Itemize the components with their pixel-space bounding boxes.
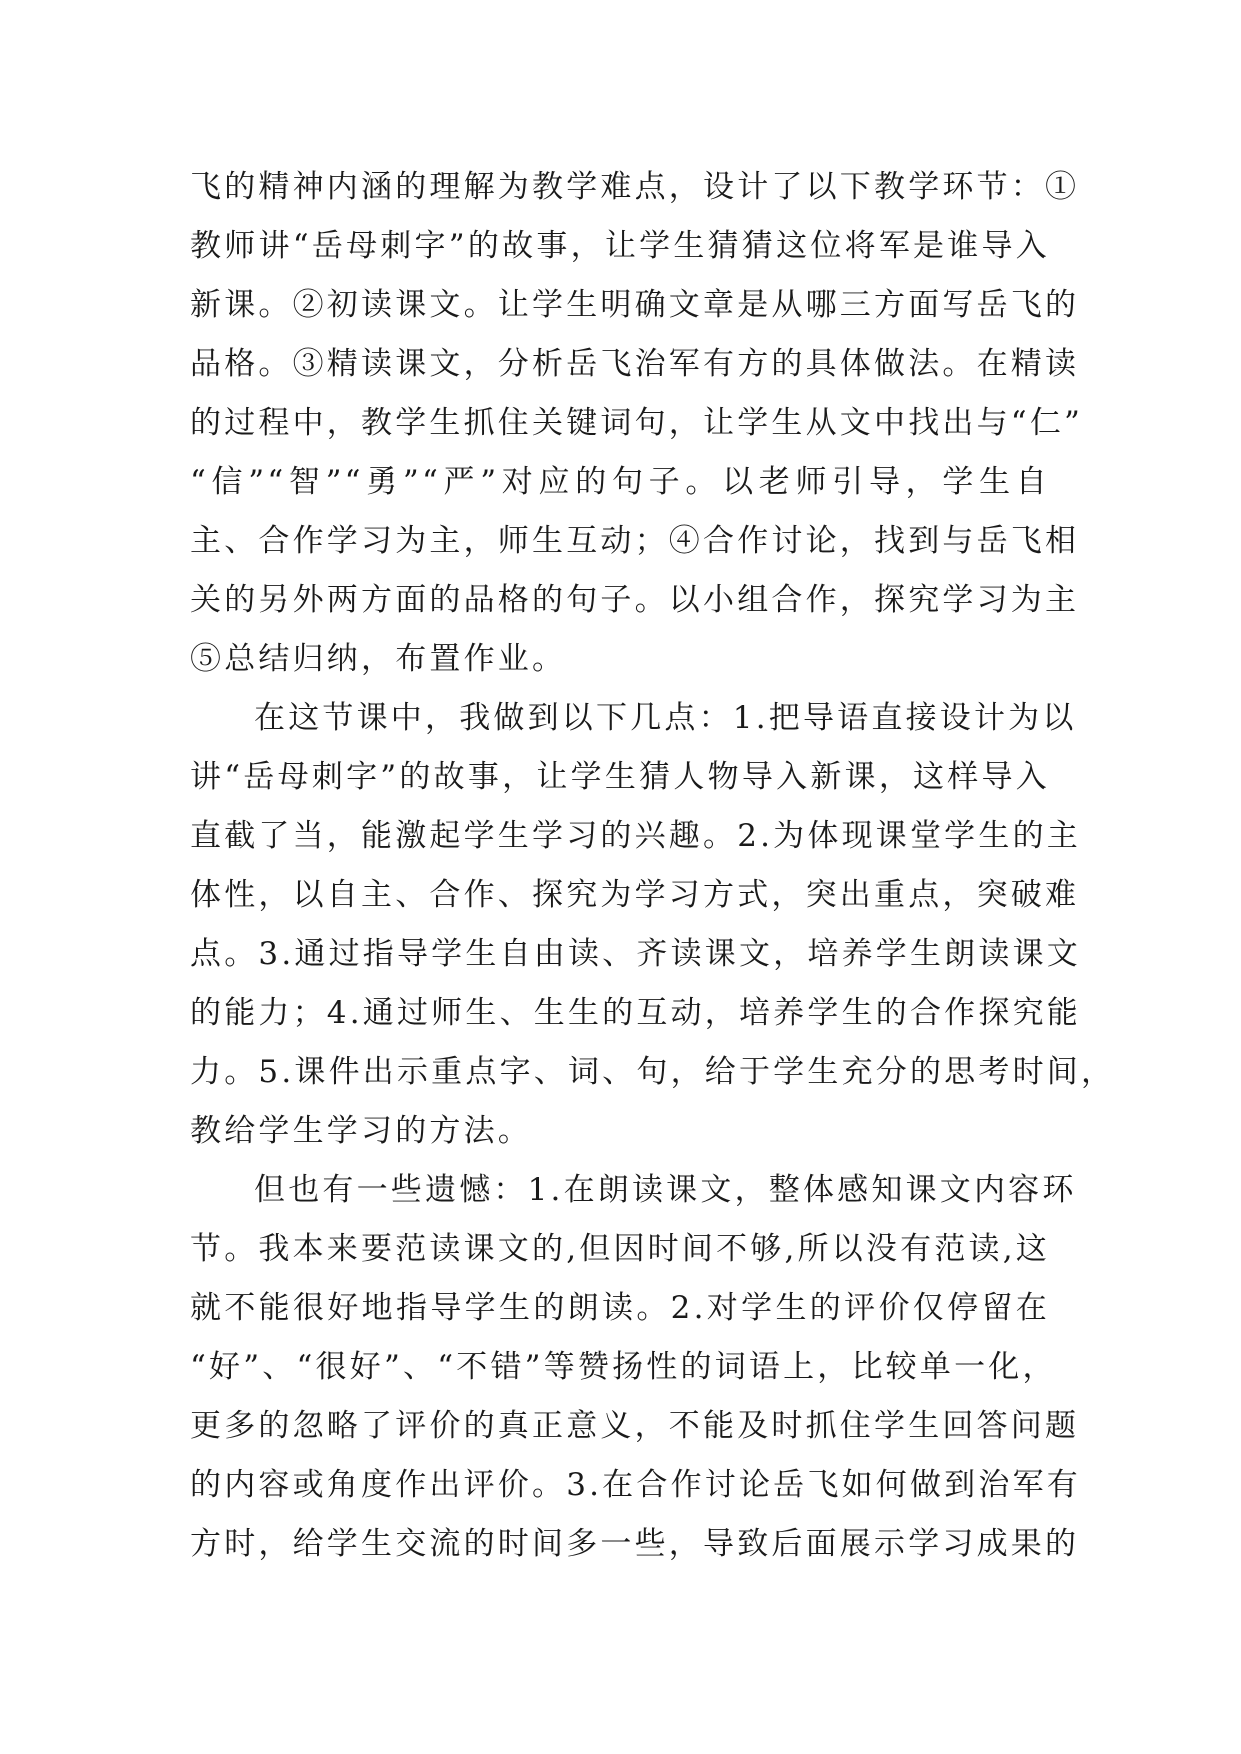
text-line: 点。3.通过指导学生自由读、齐读课文，培养学生朗读课文 xyxy=(190,936,1081,972)
text-line: “好”、“很好”、“不错”等赞扬性的词语上，比较单一化， xyxy=(190,1349,1057,1385)
text-line: 更多的忽略了评价的真正意义，不能及时抓住学生回答问题 xyxy=(190,1408,1080,1444)
text-line: 体性，以自主、合作、探究为学习方式，突出重点，突破难 xyxy=(190,877,1080,913)
text-line: 的过程中，教学生抓住关键词句，让学生从文中找出与“仁” xyxy=(190,405,1084,441)
text-line: 方时，给学生交流的时间多一些，导致后面展示学习成果的 xyxy=(190,1526,1080,1562)
text-line: 教师讲“岳母刺字”的故事，让学生猜猜这位将军是谁导入 xyxy=(190,228,1050,264)
text-line: 节。我本来要范读课文的,但因时间不够,所以没有范读,这 xyxy=(190,1231,1050,1267)
paragraph-start-line: 但也有一些遗憾：1.在朗读课文，整体感知课文内容环 xyxy=(254,1172,1077,1208)
text-line: 主、合作学习为主，师生互动；④合作讨论，找到与岳飞相 xyxy=(190,523,1080,559)
text-line: 飞的精神内涵的理解为教学难点，设计了以下教学环节：① xyxy=(190,169,1080,205)
paragraph-end-line: ⑤总结归纳，布置作业。 xyxy=(190,641,567,677)
text-line: 就不能很好地指导学生的朗读。2.对学生的评价仅停留在 xyxy=(190,1290,1050,1326)
body-text xyxy=(190,158,1116,1574)
text-line: 品格。③精读课文，分析岳飞治军有方的具体做法。在精读 xyxy=(190,346,1080,382)
text-line: 直截了当，能激起学生学习的兴趣。2.为体现课堂学生的主 xyxy=(190,818,1081,854)
paragraph-start-line: 在这节课中，我做到以下几点：1.把导语直接设计为以 xyxy=(254,700,1077,736)
text-line: “信”“智”“勇”“严”对应的句子。以老师引导，学生自 xyxy=(190,464,1050,500)
text-line: 新课。②初读课文。让学生明确文章是从哪三方面写岳飞的 xyxy=(190,287,1080,323)
text-line: 关的另外两方面的品格的句子。以小组合作，探究学习为主 xyxy=(190,582,1080,618)
text-line: 的内容或角度作出评价。3.在合作讨论岳飞如何做到治军有 xyxy=(190,1467,1081,1503)
text-line: 讲“岳母刺字”的故事，让学生猜人物导入新课，这样导入 xyxy=(190,759,1050,795)
text-line: 的能力；4.通过师生、生生的互动，培养学生的合作探究能 xyxy=(190,995,1081,1031)
paragraph-end-line: 教给学生学习的方法。 xyxy=(190,1113,532,1149)
text-line: 力。5.课件出示重点字、词、句，给于学生充分的思考时间， xyxy=(190,1054,1116,1090)
